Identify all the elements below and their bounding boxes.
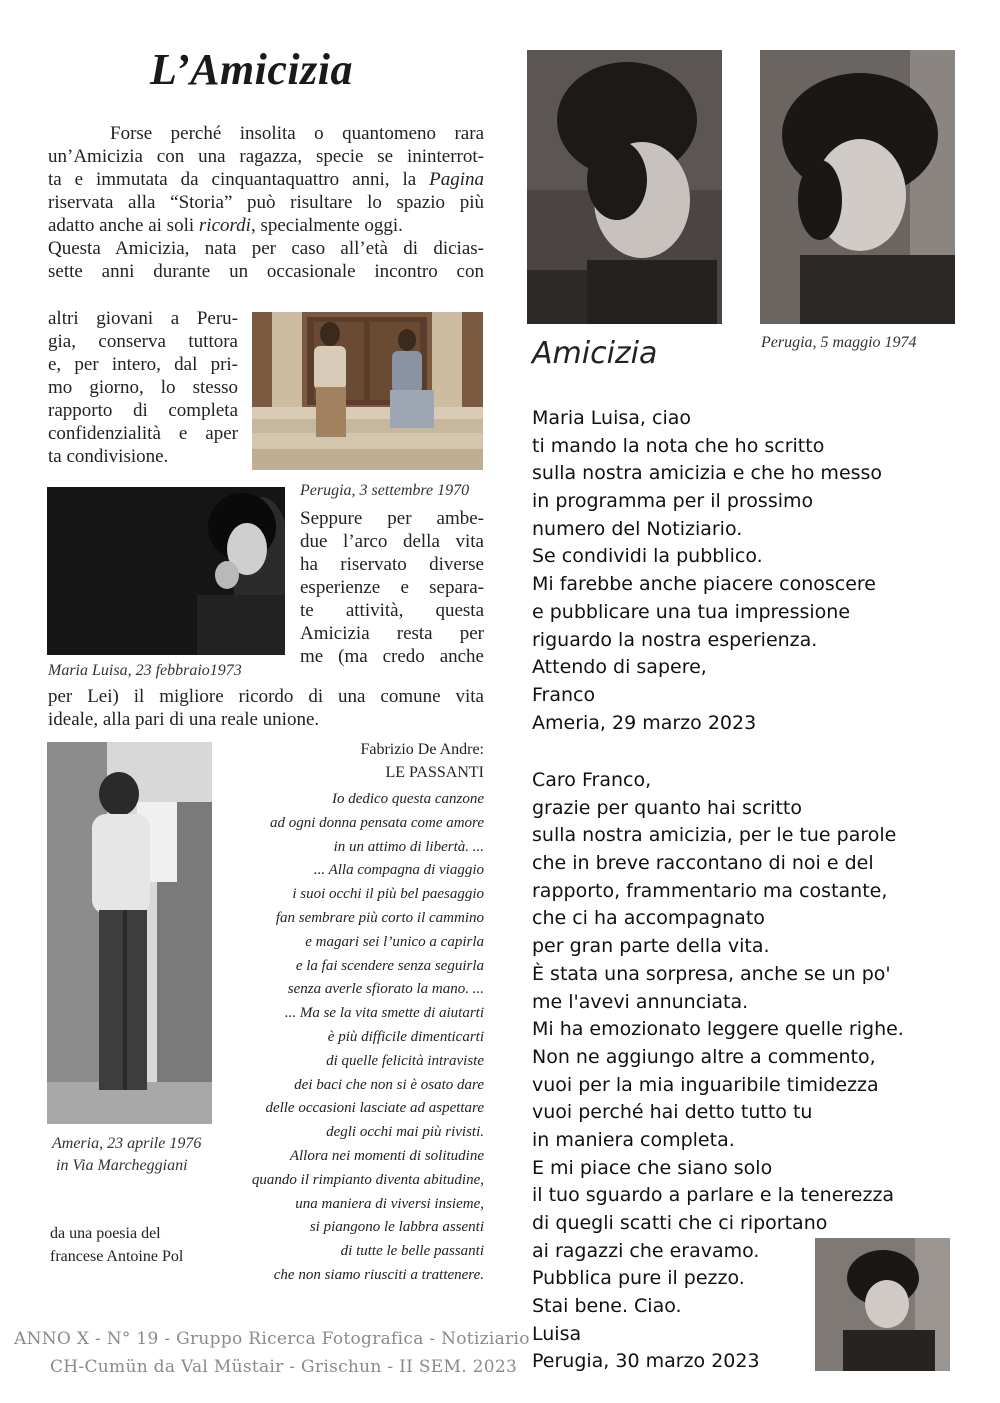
letter-line: e pubblicare una tua impressione: [532, 600, 851, 623]
letter-line: E mi piace che siano solo: [532, 1156, 773, 1179]
poem-source: [50, 1222, 183, 1268]
lyric-line: ad ogni donna pensata come amore: [270, 814, 484, 831]
song-lyrics: [214, 788, 484, 1288]
right-heading: Amicizia: [532, 336, 658, 371]
lyric-line: è più difficile dimenticarti: [327, 1028, 484, 1045]
letter-line: ai ragazzi che eravamo.: [532, 1239, 760, 1262]
song-author: Fabrizio De Andre:: [360, 741, 484, 758]
letter-line: vuoi perché hai detto tutto tu: [532, 1101, 813, 1124]
wrap-paragraph: [48, 307, 238, 468]
letter-line: Stai bene. Ciao.: [532, 1295, 682, 1318]
second-line: esperienze e separa-: [300, 577, 484, 598]
caption-ameria-1976-line1: Ameria, 23 aprile 1976: [52, 1135, 202, 1152]
lyric-line: delle occasioni lasciate ad aspettare: [265, 1100, 484, 1117]
intro-line: Questa Amicizia, nata per caso all’età di dicias-: [48, 238, 484, 259]
letter-line: in maniera completa.: [532, 1128, 735, 1151]
lyric-line: di tutte le belle passanti: [340, 1243, 484, 1260]
photo-maria-luisa-1973: [47, 487, 285, 655]
photo-ameria-1976: [47, 742, 212, 1124]
footer: [14, 1325, 530, 1381]
lyric-line: che non siamo riusciti a trattenere.: [273, 1266, 484, 1283]
photo-portrait-2: [760, 50, 955, 324]
letter-line: ti mando la nota che ho scritto: [532, 434, 825, 457]
lyric-line: quando il rimpianto diventa abitudine,: [251, 1171, 484, 1188]
letter-line: Franco: [532, 683, 596, 706]
lyric-line: degli occhi mai più rivisti.: [326, 1124, 484, 1141]
second-line: Amicizia resta per: [300, 623, 484, 644]
letter-line: Pubblica pure il pezzo.: [532, 1267, 745, 1290]
lyric-line: una maniera di viversi insieme,: [295, 1195, 484, 1212]
letter-line: Ameria, 29 marzo 2023: [532, 711, 757, 734]
caption-perugia-1974: Perugia, 5 maggio 1974: [761, 334, 917, 351]
letter-line: vuoi per la mia inguaribile timidezza: [532, 1073, 879, 1096]
letter-line: grazie per quanto hai scritto: [532, 796, 802, 819]
page-title: L’Amicizia: [150, 45, 353, 94]
intro-line: riservata alla “Storia” può risultare lo spazio più: [48, 192, 484, 213]
lyric-line: si piangono le labbra assenti: [309, 1219, 484, 1236]
intro-line: sette anni durante un occasionale incontro con: [48, 261, 484, 282]
letter-line: che in breve raccontano di noi e del: [532, 852, 874, 875]
letter-line: Attendo di sapere,: [532, 656, 707, 679]
letter-line: che ci ha accompagnato: [532, 907, 765, 930]
letter-line: Maria Luisa, ciao: [532, 407, 691, 429]
letter-line: Luisa: [532, 1322, 582, 1345]
second-line: me (ma credo anche: [300, 646, 484, 667]
intro-line: Forse perché insolita o quantomeno rara: [110, 123, 484, 144]
poem-source-line2: francese Antoine Pol: [50, 1248, 184, 1265]
footer-line2: CH-Cumün da Val Müstair - Grischun - II SEM. 2023: [50, 1357, 518, 1377]
letter-line: Non ne aggiungo altre a commento,: [532, 1045, 876, 1068]
lyric-line: ... Ma se la vita smette di aiutarti: [284, 1005, 484, 1022]
wrap-line: e, per intero, dal pri-: [48, 354, 238, 375]
letter-line: Mi farebbe anche piacere conoscere: [532, 573, 876, 596]
wrap-line: gia, conserva tuttora: [48, 331, 238, 352]
letter-line: sulla nostra amicizia, per le tue parole: [532, 824, 897, 847]
photo-portrait-3: [815, 1238, 950, 1371]
second-line: due l’arco della vita: [300, 531, 484, 552]
intro-line: ta e immutata da cinquantaquattro anni, la Pagina: [48, 169, 484, 190]
lyric-line: Allora nei momenti di solitudine: [289, 1147, 484, 1164]
lyric-line: ... Alla compagna di viaggio: [313, 862, 484, 879]
wrap-line: rapporto di completa: [48, 400, 238, 421]
lyric-line: di quelle felicità intraviste: [326, 1052, 484, 1069]
footer-line1: ANNO X - N° 19 - Gruppo Ricerca Fotografica - Notiziario: [14, 1329, 530, 1349]
second-line: te attività, questa: [300, 600, 484, 621]
wrap-line: ta condivisione.: [48, 446, 169, 467]
letter-line: per gran parte della vita.: [532, 935, 770, 958]
letter-line: di quegli scatti che ci riportano: [532, 1212, 828, 1234]
letter-line: Perugia, 30 marzo 2023: [532, 1350, 760, 1373]
intro-line: adatto anche ai soli ricordi, specialmente oggi.: [48, 215, 403, 236]
poem-source-line1: da una poesia del: [50, 1225, 161, 1242]
letter-franco: [532, 405, 882, 737]
lyric-line: Io dedico questa canzone: [331, 791, 484, 807]
wrap-line: mo giorno, lo stesso: [48, 377, 238, 398]
letter-line: Mi ha emozionato leggere quelle righe.: [532, 1018, 904, 1041]
second-line: Seppure per ambe-: [300, 508, 484, 529]
wrap-line: confidenzialità e aper: [48, 423, 238, 444]
caption-maria-luisa-1973: Maria Luisa, 23 febbraio1973: [48, 662, 242, 679]
full-paragraph: [48, 685, 484, 731]
letter-line: È stata una sorpresa, anche se un po': [532, 962, 891, 985]
letter-line: rapporto, frammentario ma costante,: [532, 879, 888, 902]
song-title: LE PASSANTI: [385, 764, 484, 781]
caption-ameria-1976-line2: in Via Marcheggiani: [56, 1157, 188, 1174]
intro-line: un’Amicizia con una ragazza, specie se ininterrot-: [48, 146, 484, 167]
lyric-line: e la fai scendere senza seguirla: [295, 957, 484, 974]
lyric-line: senza averle sfiorato la mano. ...: [287, 981, 484, 998]
song-header: [300, 738, 484, 784]
photo-perugia-1970: [252, 312, 483, 470]
full-line: per Lei) il migliore ricordo di una comune vita: [48, 686, 484, 707]
intro-paragraph: [48, 122, 484, 283]
wrap-line: altri giovani a Peru-: [48, 308, 238, 329]
lyric-line: i suoi occhi il più bel paesaggio: [292, 886, 484, 903]
letter-line: me l'avevi annunciata.: [532, 990, 749, 1013]
letter-line: Caro Franco,: [532, 769, 652, 791]
letter-line: Se condividi la pubblico.: [532, 545, 763, 568]
caption-ameria-1976: [52, 1133, 201, 1177]
letter-line: sulla nostra amicizia e che ho messo: [532, 462, 883, 485]
letter-line: riguardo la nostra esperienza.: [532, 628, 818, 651]
second-paragraph: [300, 507, 484, 668]
full-line: ideale, alla pari di una reale unione.: [48, 709, 320, 730]
lyric-line: e magari sei l’unico a capirla: [305, 933, 484, 950]
letter-line: numero del Notiziario.: [532, 517, 743, 540]
letter-line: in programma per il prossimo: [532, 490, 814, 513]
lyric-line: fan sembrare più corto il cammino: [275, 909, 484, 926]
caption-perugia-1970: Perugia, 3 settembre 1970: [300, 482, 470, 499]
letter-line: il tuo sguardo a parlare e la tenerezza: [532, 1184, 895, 1207]
photo-portrait-1: [527, 50, 722, 324]
lyric-line: in un attimo di libertà. ...: [333, 838, 484, 855]
lyric-line: dei baci che non si è osato dare: [294, 1076, 484, 1093]
second-line: ha riservato diverse: [300, 554, 484, 575]
